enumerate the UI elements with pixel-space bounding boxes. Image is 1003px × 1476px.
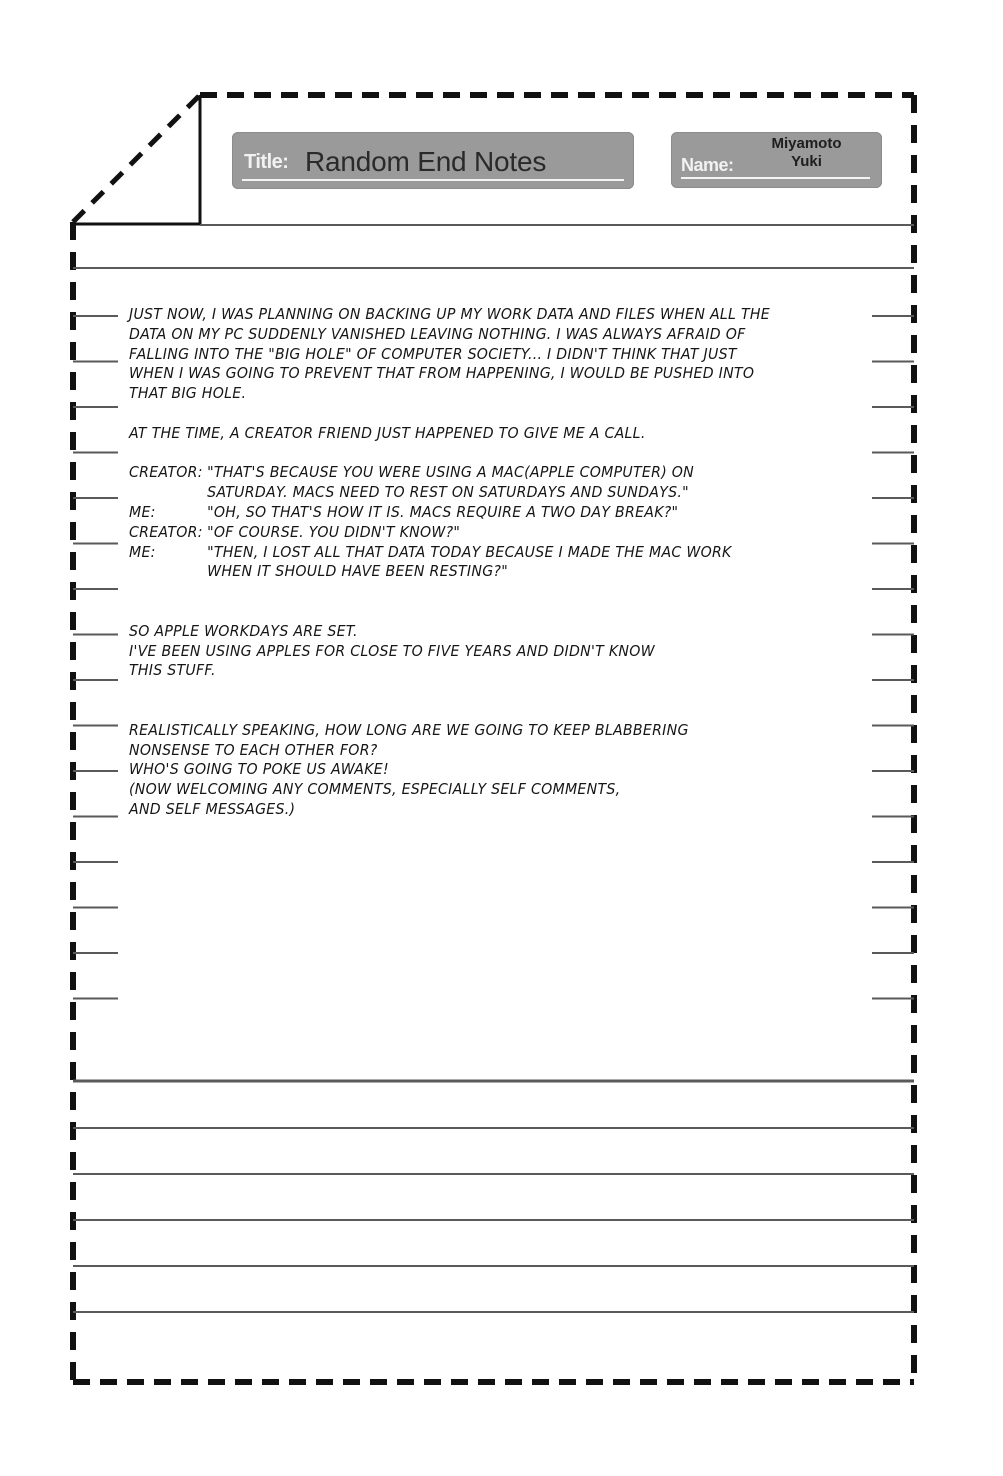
speech: "OF COURSE. YOU DIDN'T KNOW?" [207, 522, 461, 541]
dialogue-line [129, 543, 836, 563]
dialogue-line [129, 523, 836, 543]
speech-continued: SATURDAY. MACS NEED TO REST ON SATURDAYS AND SUNDAYS." [207, 483, 689, 502]
paragraph-1 [129, 305, 836, 404]
title-field [232, 132, 634, 189]
speaker: ME: [129, 502, 156, 521]
text-line: FALLING INTO THE "BIG HOLE" OF COMPUTER SOCIETY... I DIDN'T THINK THAT JUST [129, 344, 737, 363]
text-line: WHO'S GOING TO POKE US AWAKE! [129, 760, 389, 779]
paragraph-4 [129, 721, 836, 820]
dialogue-line [129, 503, 836, 523]
speech: "THAT'S BECAUSE YOU WERE USING A MAC(APPLE COMPUTER) ON [207, 463, 695, 482]
speech-continued: WHEN IT SHOULD HAVE BEEN RESTING?" [207, 562, 508, 581]
title-value: Random End Notes [305, 146, 547, 177]
text-line: I'VE BEEN USING APPLES FOR CLOSE TO FIVE YEARS AND DIDN'T KNOW [129, 641, 655, 660]
name-label: Name: [681, 155, 734, 175]
dialogue-line [129, 463, 836, 483]
corner-fold-dashed [73, 95, 200, 222]
name-underline [681, 177, 870, 179]
text-line: JUST NOW, I WAS PLANNING ON BACKING UP MY WORK DATA AND FILES WHEN ALL THE [129, 305, 770, 323]
name-field [671, 132, 882, 188]
paragraph-2: AT THE TIME, A CREATOR FRIEND JUST HAPPENED TO GIVE ME A CALL. [129, 423, 646, 442]
speech: "THEN, I LOST ALL THAT DATA TODAY BECAUSE I MADE THE MAC WORK [207, 542, 732, 561]
speech: "OH, SO THAT'S HOW IT IS. MACS REQUIRE A TWO DAY BREAK?" [207, 502, 679, 521]
text-line: DATA ON MY PC SUDDENLY VANISHED LEAVING NOTHING. I WAS ALWAYS AFRAID OF [129, 324, 746, 343]
text-line: (NOW WELCOMING ANY COMMENTS, ESPECIALLY SELF COMMENTS, [129, 780, 621, 799]
paragraph-3 [129, 622, 836, 681]
speaker: ME: [129, 542, 156, 561]
text-line: AND SELF MESSAGES.) [129, 799, 296, 818]
title-underline [242, 179, 624, 181]
title-label: Title: [244, 151, 289, 173]
speaker: CREATOR: [129, 463, 203, 482]
text-line: SO APPLE WORKDAYS ARE SET. [129, 621, 358, 640]
note-body [129, 305, 836, 820]
text-line: NONSENSE TO EACH OTHER FOR? [129, 740, 378, 759]
name-line-given: Yuki [791, 153, 822, 170]
speaker: CREATOR: [129, 522, 203, 541]
name-value [749, 135, 864, 171]
name-line-family: Miyamoto [771, 135, 842, 152]
dialogue [129, 463, 836, 582]
text-line: THAT BIG HOLE. [129, 384, 247, 403]
text-line: REALISTICALLY SPEAKING, HOW LONG ARE WE GOING TO KEEP BLABBERING [129, 720, 689, 739]
text-line: WHEN I WAS GOING TO PREVENT THAT FROM HAPPENING, I WOULD BE PUSHED INTO [129, 364, 755, 383]
text-line: THIS STUFF. [129, 661, 216, 680]
